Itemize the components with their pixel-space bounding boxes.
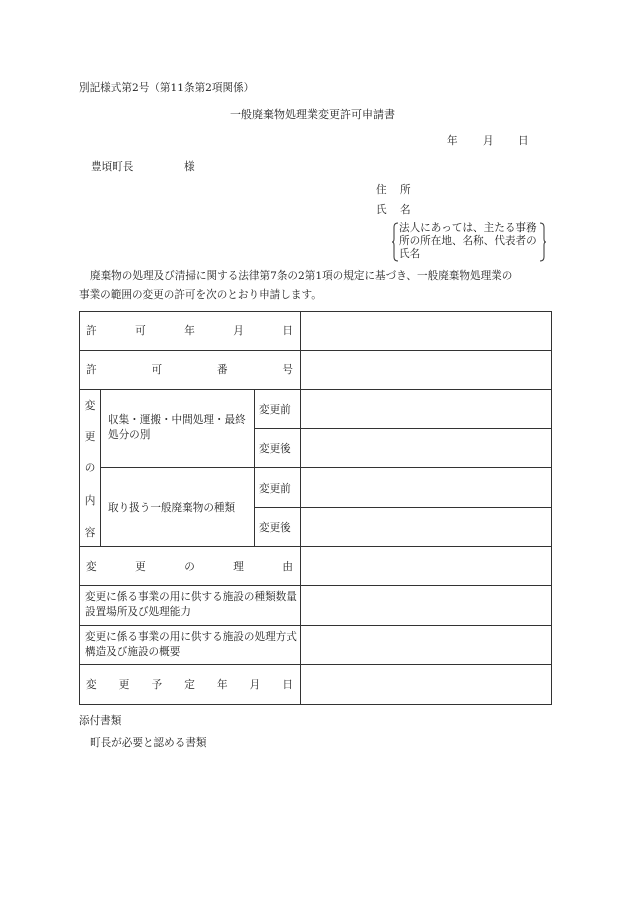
attachments-item: 町長が必要と認める書類	[90, 737, 207, 749]
field-change-reason[interactable]	[301, 547, 551, 585]
label-facility-method: 変更に係る事業の用に供する施設の処理方式構造及び施設の概要	[85, 631, 297, 658]
body-line-1: 廃棄物の処理及び清掃に関する法律第7条の2第1項の規定に基づき、一般廃棄物処理業の	[90, 270, 513, 282]
date-year: 年	[447, 135, 458, 147]
field-facility-method[interactable]	[301, 626, 551, 664]
field-category-after[interactable]	[301, 429, 551, 467]
corporate-note: 法人にあっては、主たる事務所の所在地、名称、代表者の氏名	[399, 222, 537, 260]
date-day: 日	[518, 135, 529, 147]
attachments-heading: 添付書類	[79, 715, 122, 727]
field-permit-date[interactable]	[301, 312, 551, 350]
field-waste-after[interactable]	[301, 508, 551, 546]
label-planned-date: 変 更 予 定 年 月 日	[86, 679, 293, 691]
addressee-name: 豊頃町長	[91, 161, 134, 173]
date-month: 月	[483, 135, 494, 147]
field-facility-type[interactable]	[301, 586, 551, 625]
field-permit-number[interactable]	[301, 351, 551, 389]
label-waste-after: 変更後	[259, 522, 291, 534]
name-label-2: 名	[400, 204, 411, 216]
document-title: 一般廃棄物処理業変更許可申請書	[230, 108, 395, 121]
name-label-1: 氏	[376, 204, 387, 216]
addressee-honorific: 様	[184, 161, 195, 173]
label-waste-type: 取り扱う一般廃棄物の種類	[108, 502, 236, 514]
label-change-reason: 変 更 の 理 由	[86, 561, 293, 573]
form-number: 別記様式第2号（第11条第2項関係）	[79, 82, 255, 94]
address-label-1: 住	[376, 184, 387, 196]
field-category-before[interactable]	[301, 390, 551, 428]
field-planned-date[interactable]	[301, 665, 551, 703]
corporate-note-box	[392, 222, 546, 262]
label-category-after: 変更後	[259, 443, 291, 455]
label-permit-date: 許 可 年 月 日	[86, 325, 293, 337]
label-waste-before: 変更前	[259, 483, 291, 495]
label-change-content: 変 更 の 内 容	[84, 400, 96, 539]
label-category-before: 変更前	[259, 404, 291, 416]
address-label-2: 所	[400, 184, 411, 196]
field-waste-before[interactable]	[301, 468, 551, 506]
label-permit-number: 許 可 番 号	[86, 364, 293, 376]
body-line-2: 事業の範囲の変更の許可を次のとおり申請します。	[79, 289, 322, 301]
label-category: 収集・運搬・中間処理・最終処分の別	[108, 414, 246, 441]
label-facility-type: 変更に係る事業の用に供する施設の種類数量設置場所及び処理能力	[85, 591, 297, 618]
